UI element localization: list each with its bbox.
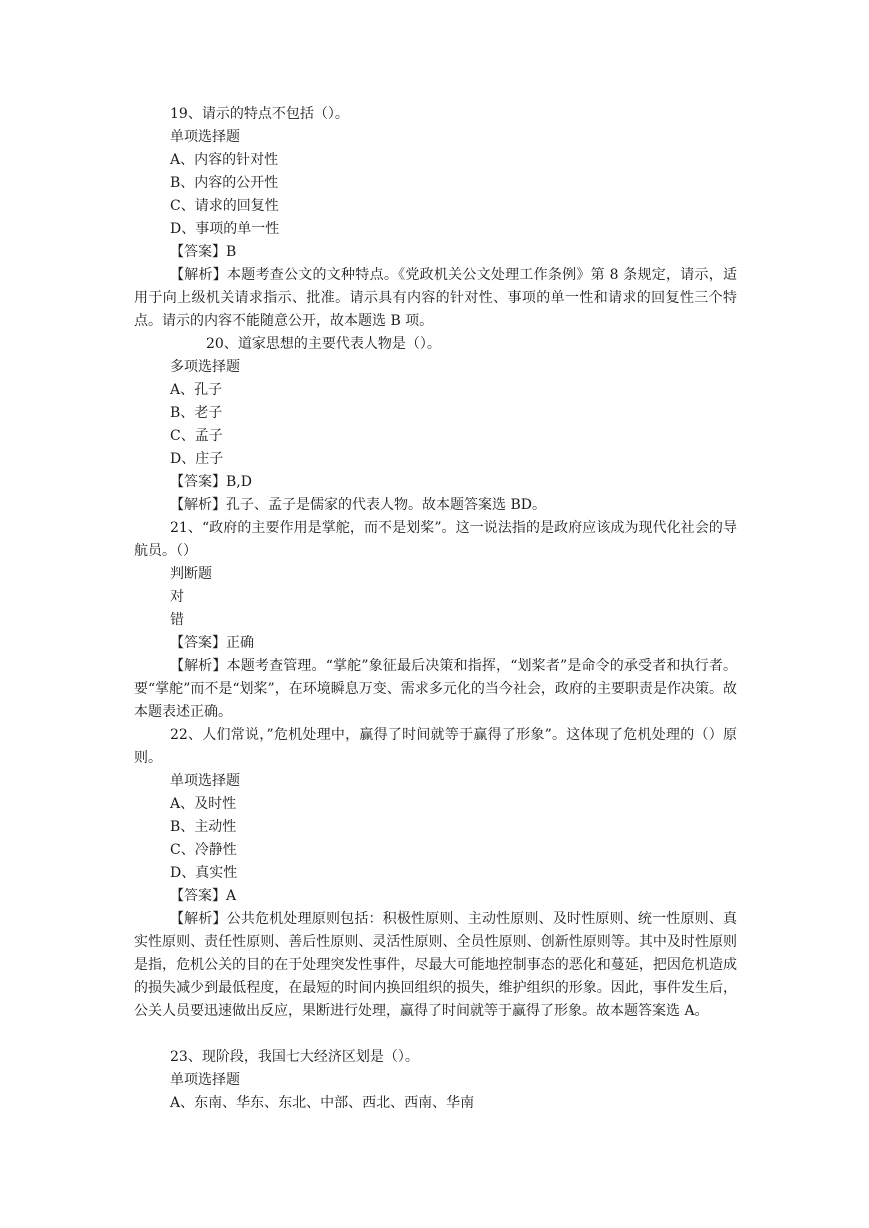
question-22-answer: 【答案】A [170, 888, 237, 904]
question-21-type: 判断题 [170, 566, 212, 582]
question-19-analysis: 【解析】本题考查公文的文种特点。《党政机关公文处理工作条例》第 8 条规定，请示，适用于向上级机关请求指示、批准。请示具有内容的针对性、事项的单一性和请求的回复性三个特点。请示的内容不能随意公开，故本题选 B 项。 [134, 267, 737, 329]
question-19-option-c: C、请求的回复性 [170, 198, 279, 214]
question-20-stem: 20、道家思想的主要代表人物是（）。 [206, 336, 441, 352]
question-21-option-false: 错 [170, 612, 184, 628]
question-21-analysis: 【解析】本题考查管理。“掌舵”象征最后决策和指挥，“划桨者”是命令的承受者和执行者。要“掌舵”而不是“划桨”，在环境瞬息万变、需求多元化的当今社会，政府的主要职责是作决策。故本题表述正确。 [134, 658, 737, 720]
question-23-type: 单项选择题 [170, 1072, 240, 1088]
question-20-answer: 【答案】B,D [170, 474, 252, 490]
question-19-option-a: A、内容的针对性 [170, 152, 279, 168]
question-22-type: 单项选择题 [170, 773, 240, 789]
question-22-option-d: D、真实性 [170, 865, 238, 881]
question-22-option-b: B、主动性 [170, 819, 237, 835]
question-23-stem: 23、现阶段，我国七大经济区划是（）。 [170, 1049, 419, 1065]
question-20-type: 多项选择题 [170, 359, 240, 375]
question-19-option-d: D、事项的单一性 [170, 221, 280, 237]
question-20-option-a: A、孔子 [170, 382, 223, 398]
question-21-option-true: 对 [170, 589, 184, 605]
question-23-option-a: A、东南、华东、东北、中部、西北、西南、华南 [170, 1095, 475, 1111]
question-21-answer: 【答案】正确 [170, 635, 254, 651]
question-20-option-d: D、庄子 [170, 451, 224, 467]
question-19-type: 单项选择题 [170, 129, 240, 145]
question-19-answer: 【答案】B [170, 244, 237, 260]
question-20-analysis: 【解析】孔子、孟子是儒家的代表人物。故本题答案选 BD。 [170, 497, 546, 513]
question-22-option-c: C、冷静性 [170, 842, 237, 858]
question-19-stem: 19、请示的特点不包括（）。 [170, 106, 349, 122]
question-19-option-b: B、内容的公开性 [170, 175, 279, 191]
question-21-stem: 21、“政府的主要作用是掌舵，而不是划桨”。这一说法指的是政府应该成为现代化社会的导航员。（） [134, 520, 737, 559]
question-20-option-b: B、老子 [170, 405, 223, 421]
question-22-analysis: 【解析】公共危机处理原则包括：积极性原则、主动性原则、及时性原则、统一性原则、真实性原则、责任性原则、善后性原则、灵活性原则、全员性原则、创新性原则等。其中及时性原则是指，危机公关的目的在于处理突发性事件，尽最大可能地控制事态的恶化和蔓延，把因危机造成的损失减少到最低程度，在最短的时间内换回组织的损失，维护组织的形象。因此，事件发生后，公关人员要迅速做出反应，果断进行处理，赢得了时间就等于赢得了形象。故本题答案选 A。 [134, 911, 737, 1019]
question-22-stem: 22、人们常说，”危机处理中，赢得了时间就等于赢得了形象”。这体现了危机处理的（）原则。 [134, 727, 737, 766]
question-20-option-c: C、孟子 [170, 428, 223, 444]
question-22-option-a: A、及时性 [170, 796, 237, 812]
